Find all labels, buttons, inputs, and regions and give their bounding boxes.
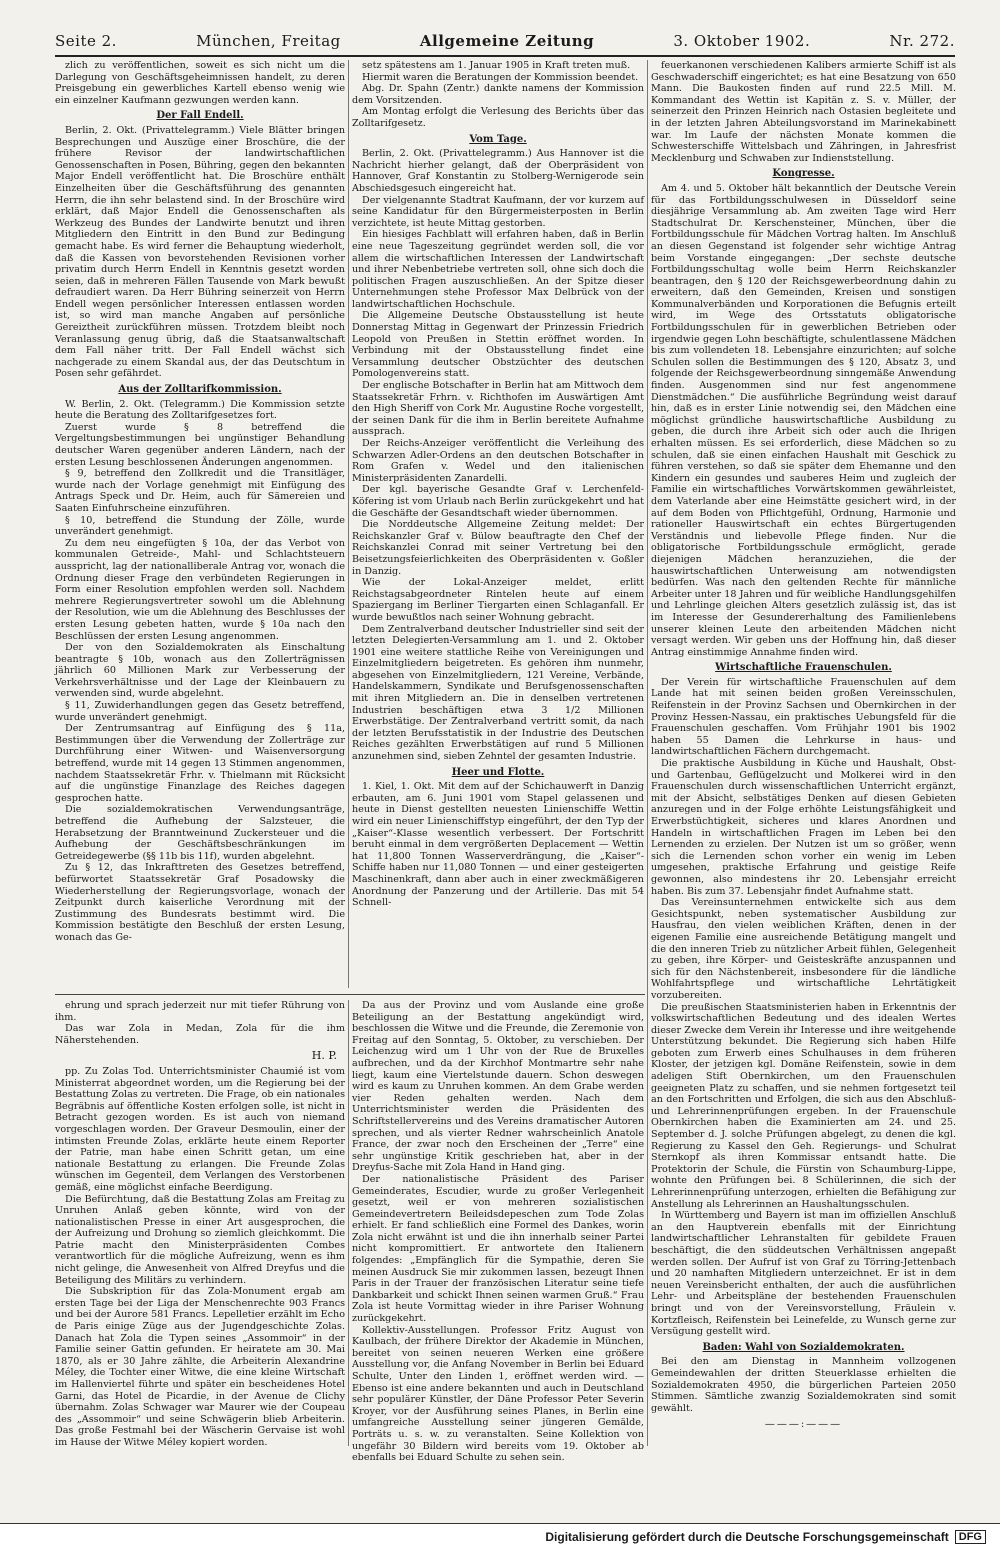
column-2 — [352, 60, 644, 988]
paragraph: Der Zentrumsantrag auf Einfügung des § 11a, Bestimmungen über die Verwendung der Zollerträge zur Durchführung einer Witwen- und Waisenversorgung betreffend, wurde mit 14 gegen 13 Stimmen angenommen, nachdem Staatssekretär Frhr. v. Thielmann mit Rücksicht auf die ungünstige Finanzlage des Reiches dagegen gesprochen hatte. — [55, 723, 345, 804]
paragraph: zlich zu veröffentlichen, soweit es sich nicht um die Darlegung von Geschäftsgeheimnissen handelt, zu deren Preisgebung ein gewerbliches Kartell ebenso wenig wie ein einzelner Kaufmann gezwungen werden kann. — [55, 60, 345, 106]
signature: H. P. — [311, 1049, 337, 1063]
paragraph: Die praktische Ausbildung in Küche und Haushalt, Obst- und Gartenbau, Geflügelzucht und Molkerei wird in den Frauenschulen durch wissenschaftlichen Unterricht ergänzt, mit der Absicht, selbstätiges Denken auf diesen Gebieten anzuregen und in der Folge erhöhte Leistungsfähigkeit und Erwerbstüchtigkeit, sicheres und klares Anordnen und Handeln in wirtschaftlichen Fragen im Leben bei den Lernenden zu erzielen. Der Nutzen ist um so größer, wenn sich die Lernenden schon vorher ein wenig im Leben umgesehen, praktische Erfahrung und geistige Reife gewonnen, also mindestens ihr 20. Lebensjahr erreicht haben. Bis zum 37. Lebensjahr findet Aufnahme statt. — [651, 758, 956, 897]
paragraph: Der vielgenannte Stadtrat Kaufmann, der vor kurzem auf seine Kandidatur für den Bürgermeisterposten in Berlin verzichtete, ist heute Mittag gestorben. — [352, 194, 644, 229]
paragraph: Die Befürchtung, daß die Bestattung Zolas am Freitag zu Unruhen Anlaß geben könnte, wird von der nationalistischen Presse in einer Art ausgesprochen, die der Aufreizung und Drohung so ziemlich gleichkommt. Die Patrie macht den Ministerpräsidenten Combes verantwortlich für die mögliche Aufreizung, wenn es ihm nicht gelinge, die Anwesenheit von Alfred Dreyfus und die Beteiligung des Militärs zu verhindern. — [55, 1193, 345, 1286]
page-number: Seite 2. — [55, 32, 117, 50]
paragraph: Die Subskription für das Zola-Monument ergab am ersten Tage bei der Liga der Menschenrechte 903 Francs und bei der Aurore 581 Francs. Lepelletier erzählt im Echo de Paris einige Züge aus der Jugendgeschichte Zolas. Danach hat Zola die Typen seines „Assommoir“ in der Familie seiner Gattin gefunden. Er heiratete am 30. Mai 1870, als er 30 Jahre zählte, die Arbeiterin Alexandrine Méley, die Tochter einer Witwe, die eine kleine Wirtschaft im Hallenviertel führte und später ein bescheidenes Hotel Garni, das Hotel de Picardie, in der Avenue de Clichy übernahm. Zolas Schwager war Maurer wie der Coupeau des „Assommoir“ und seine Schwägerin blieb Arbeiterin. Das große Festmahl bei der Wäscherin Gervaise ist wohl im Hause der Witwe Méley kopiert worden. — [55, 1286, 345, 1448]
issue-number: Nr. 272. — [889, 32, 955, 50]
paragraph: Die preußischen Staatsministerien haben in Erkenntnis der volkswirtschaftlichen Bedeutung und des idealen Wertes dieser Zwecke dem Verein ihr Interesse und ihre weitgehende Unterstützung bekundet. Die Regierung sich haben Hilfe geboten zum Erwerb eines Schulhauses in dem früheren Kloster, der jetzigen kgl. Domäne Reifenstein, sowie in dem adeligen Stift Obernkirchen, um den Frauenschulen geeigneten Platz zu schaffen, und sie nehmen fortgesetzt teil an den Fortschritten und Erfolgen, die sich aus den Abschluß- und Lehrerinnenprüfungen ergeben. In der Frauenschule Obernkirchen haben die Examinierten am 24. und 25. September d. J. solche Prüfungen abgelegt, zu denen die kgl. Regierung zu Kassel den Geh. Regierungs- und Schulrat Sternkopf als ihren Kommissar entsandt hatte. Die Protektorin der Schule, die Fürstin von Schaumburg-Lippe, wohnte den Prüfungen bei. 8 Schülerinnen, die sich der Lehrerinnenprüfung unterzogen, erhielten die Befähigung zur Anstellung als Lehrerinnen an Haushaltungsschulen. — [651, 1001, 956, 1210]
paragraph: setz spätestens am 1. Januar 1905 in Kraft treten muß. — [362, 60, 631, 71]
section-heading: Kongresse. — [772, 168, 835, 180]
closing-ornament: ———:——— — [764, 1419, 843, 1431]
feuilleton-rule — [55, 994, 645, 995]
funding-credit: Digitalisierung gefördert durch die Deutsche Forschungsgemeinschaft — [545, 1530, 949, 1544]
paragraph: Die Norddeutsche Allgemeine Zeitung meldet: Der Reichskanzler Graf v. Bülow beauftragte den Chef der Reichskanzlei Conrad mit seiner Vertretung bei den Beisetzungsfeierlichkeiten des Oberpräsidenten v. Goßler in Danzig. — [352, 519, 644, 577]
paragraph: Am 4. und 5. Oktober hält bekanntlich der Deutsche Verein für das Fortbildungsschulwesen in Düsseldorf seine diesjährige Versammlung ab. Am zweiten Tage wird Herr Stadtschulrat Dr. Kerschensteiner, München, über die Fortbildungsschule für Mädchen Vortrag halten. Im Anschluß an diesen Gegenstand ist folgender sehr wichtige Antrag beim Vorstande eingegangen: „Der sechste deutsche Fortbildungsschultag wolle beim Herrn Reichskanzler beantragen, den § 120 der Reichsgewerbeordnung dahin zu erweitern, daß den Gemeinden, Kreisen und sonstigen Kommunalverbänden und Korporationen die Befugnis erteilt wird, im Wege des Ortsstatuts obligatorische Fortbildungsschulen für in gewerblichen Betrieben oder irgendwie gegen Lohn beschäftigte, schulentlassene Mädchen bis zum vollendeten 18. Lebensjahre einzurichten; auf solche Schulen sollen die Bestimmungen des § 120, Absatz 3, und folgende der Reichsgewerbeordnung sinngemäße Anwendung finden. Ausgenommen sind nur fest angenommene Dienstmädchen.“ Die ausführliche Begründung weist darauf hin, daß es in erster Linie notwendig sei, den Mädchen eine möglichst gründliche hauswirtschaftliche Ausbildung zu geben, die durch ihre Arbeit sich oder auch die Ihrigen erhalten müssen. Es sei erforderlich, diese Mädchen so zu schulen, daß sie einen einfachen Haushalt mit Geschick zu führen verstehen, so daß sie später dem Ehemanne und den Kindern ein gesundes und sauberes Heim und zugleich der Familie ein wirtschaftliches Vorwärtskommen gewährleistet, dem Vaterlande aber eine Heimstätte gesichert wird, in der auf dem Boden von Pflichtgefühl, Ordnung, Harmonie und rationeller Hauswirtschaft ein echtes Bürgertugenden Verständnis und liebevolle Pflege finden. Nur die obligatorische Fortbildungsschule ermöglicht, gerade diejenigen Mädchen heranzuziehen, die der hauswirtschaftlichen Unterweisung am notwendigsten bedürfen. Was nach den geltenden Rechte für männliche Arbeiter unter 18 Jahren und für weibliche Handlungsgehilfen und Lehrlinge gleichen Alters gesetzlich zulässig ist, das ist im Interesse der Gesundererhaltung des Familienlebens unserer kleinen Leute den arbeitenden Mädchen nicht versagt werden. Wir geben uns der Hoffnung hin, daß dieser Antrag einstimmige Annahme finden wird. — [651, 182, 956, 658]
paragraph: In Württemberg und Bayern ist man im offiziellen Anschluß an den Hauptverein ebenfalls mit der Einrichtung landwirtschaftlicher Lehranstalten für gebildete Frauen beschäftigt, die den süddeutschen Verhältnissen angepaßt werden sollen. Der Aufruf ist von Graf zu Törring-Jettenbach und 20 namhaften Mitgliedern unterzeichnet. Er ist in dem neuen Vereinsbericht enthalten, der auch die ausführlichen Lehr- und Arbeitspläne der bestehenden Frauenschulen bringt und von der Vereinsvorstellung, Fräulein v. Kortzfleisch, Reifenstein bei Leinefelde, zu Wunsch gerne zur Versügung gestellt wird. — [651, 1210, 956, 1338]
paragraph: Der Reichs-Anzeiger veröffentlicht die Verleihung des Schwarzen Adler-Ordens an den deutschen Botschafter in Rom Grafen v. Wedel und den italienischen Ministerpräsidenten Zanardelli. — [352, 438, 644, 484]
paragraph: Berlin, 2. Okt. (Privattelegramm.) Viele Blätter bringen Besprechungen und Auszüge einer Broschüre, die der frühere Revisor der landwirtschaftlichen Genossenschaften in Posen, Bühring, gegen den bekannten Major Endell veröffentlicht hat. Die Broschüre enthält Einzelheiten über die Geschäftsführung des genannten Herrn, die ihn sehr belastend sind. In der Broschüre wird erklärt, daß Major Endell die Genossenschaften als Werkzeug des Bundes der Landwirte benutzt und ihren Mitgliedern den Eintritt in den Bund zur Bedingung gemacht habe. Es wird ferner die Behauptung wiederholt, daß die Kassen von bevorstehenden Revisionen vorher privatim durch Herrn Endell in Kenntnis gesetzt worden seien, daß in mehreren Fällen Tausende von Mark bewußt defraudiert waren. Da Herr Bühring seinerzeit von Herrn Endell wegen persönlicher Interessen entlassen worden ist, so wird man manche Angaben auf persönliche Gereiztheit zurückführen müssen. Trotzdem bleibt noch Veranlassung genug übrig, daß die Staatsanwaltschaft dem Fall näher tritt. Der Fall Endell wächst sich nachgerade zu einem Skandal aus, der das Deutschtum in Posen sehr gefährdet. — [55, 124, 345, 380]
paragraph: Ein hiesiges Fachblatt will erfahren haben, daß in Berlin eine neue Tageszeitung gegründet werden soll, die vor allem die wirtschaftlichen Interessen der Landwirtschaft und ihrer Nebenbetriebe vertreten soll, ohne sich doch die politischen Fragen auszuschließen. An der Spitze dieser Unternehmungen stehe Professor Max Delbrück von der landwirtschaftlichen Hochschule. — [352, 229, 644, 310]
paragraph: § 11, Zuwiderhandlungen gegen das Gesetz betreffend, wurde unverändert genehmigt. — [55, 700, 345, 723]
paragraph: § 9, betreffend den Zollkredit und die Transitläger, wurde nach der Vorlage genehmigt mit Einfügung des Antrags Speck und Dr. Heim, auch für Sämereien und Saaten Einfuhrscheine einzuführen. — [55, 468, 345, 514]
column-1 — [55, 60, 345, 988]
section-heading: Wirtschaftliche Frauenschulen. — [715, 662, 892, 674]
paragraph: Der Verein für wirtschaftliche Frauenschulen auf dem Lande hat mit seinen beiden großen Vereinsschulen, Reifenstein in der Provinz Sachsen und Obernkirchen in der Provinz Hessen-Nassau, ein praktisches Uebungsfeld für die Frauenschulen geschaffen. Vom Frühjahr 1901 bis 1902 haben 55 Damen die Lehrkurse in haus- und landwirtschaftlichen Fächern durchgemacht. — [651, 676, 956, 758]
paragraph: Berlin, 2. Okt. (Privattelegramm.) Aus Hannover ist die Nachricht hierher gelangt, daß der Oberpräsident von Hannover, Graf Konstantin zu Stolberg-Wernigerode sein Abschiedsgesuch eingereicht hat. — [352, 148, 644, 194]
paragraph: 1. Kiel, 1. Okt. Mit dem auf der Schichauwerft in Danzig erbauten, am 6. Juni 1901 vom Stapel gelassenen und heute in Dienst gestellten neuesten Linienschiffe Wettin wird ein neuer Linienschiffstyp eingeführt, der den Typ der „Kaiser“-Klasse wesentlich verbessert. Der Fortschritt beruht einmal in dem vergrößerten Deplacement — Wettin hat 11,800 Tonnen Wasserverdrängung, die „Kaiser“-Schiffe haben nur 11,080 Tonnen — und einer gesteigerten Maschinenkraft, dann aber auch in einer zweckmäßigeren Anordnung der Panzerung und der Artillerie. Das mit 54 Schnell- — [352, 781, 644, 909]
column-5 — [352, 1000, 644, 1464]
paragraph: Der englische Botschafter in Berlin hat am Mittwoch dem Staatssekretär Frhrn. v. Richthofen im Auswärtigen Amt den High Sheriff von Cork Mr. Augustine Roche vorgestellt, der seinen Dank für die ihm in Berlin bereitete Aufnahme aussprach. — [352, 380, 644, 438]
digitization-footer — [0, 1523, 1000, 1550]
paragraph: Kollektiv-Ausstellungen. Professor Fritz August von Kaulbach, der frühere Direktor der Akademie in München, bereitet von seinen neueren Werken eine größere Ausstellung vor, die Anfang November in Berlin bei Eduard Schulte, Unter den Linden 1, eröffnet werden wird. — Ebenso ist eine andere bekannten und auch in Deutschland sehr populärer Künstler, der Däne Professor Peter Severin Kroyer, vor der Ausführung seines Planes, in Berlin eine umfangreiche Ausstellung seiner jüngeren Gemälde, Porträts u. s. w. zu veranstalten. Seine Kollektion von ungefähr 30 Bildern wird bereits vom 19. Oktober ab ebenfalls bei Eduard Schulte zu sehen sein. — [352, 1324, 644, 1464]
dfg-logo: DFG — [955, 1530, 986, 1544]
column-divider — [647, 60, 648, 1446]
column-divider — [348, 60, 349, 988]
paragraph: W. Berlin, 2. Okt. (Telegramm.) Die Kommission setzte heute die Beratung des Zolltarifgesetzes fort. — [55, 398, 345, 422]
paragraph: § 10, betreffend die Stundung der Zölle, wurde unverändert genehmigt. — [55, 514, 345, 538]
paragraph: Die sozialdemokratischen Verwendungsanträge, betreffend die Aufhebung der Salzsteuer, die Herabsetzung der Branntweinund Zuckersteuer und die Aufhebung der Geschäftsbeschränkungen im Getreidegewerbe (§§ 11b bis 11f), wurden abgelehnt. — [55, 804, 345, 862]
paragraph: Der kgl. bayerische Gesandte Graf v. Lerchenfeld-Köfering ist vom Urlaub nach Berlin zurückgekehrt und hat die Geschäfte der Gesandtschaft wieder übernommen. — [352, 484, 644, 519]
paragraph: Der nationalistische Präsident des Pariser Gemeinderates, Escudier, wurde zu großer Verlegenheit gesetzt, weil er von mehreren sozialistischen Gemeindevertretern Beileidsdepeschen zum Tode Zolas erhielt. Er fand schließlich eine Formel des Dankes, worin Zola nicht erwähnt ist und die ihn innerhalb seiner Partei nicht kompromittiert. Er antwortete den Italienern folgendes: „Empfänglich für die Sympathie, deren Sie meinen Ausdruck Sie mir zukommen lassen, bezeugt Ihnen Paris in der Trauer der französischen Literatur seine tiefe Dankbarkeit und schickt Ihnen seinen warmen Gruß.“ Frau Zola ist heute Vormittag wieder in ihre Pariser Wohnung zurückgekehrt. — [352, 1173, 644, 1325]
paragraph: Bei den am Dienstag in Mannheim vollzogenen Gemeindewahlen der dritten Steuerklasse erhielten die Sozialdemokraten 4950, die bürgerlichen Parteien 2050 Stimmen. Sämtliche zwanzig Sozialdemokraten sind somit gewählt. — [651, 1356, 956, 1414]
issue-date: 3. Oktober 1902. — [673, 32, 811, 50]
column-divider — [348, 1000, 349, 1446]
section-heading: Aus der Zolltarifkommission. — [118, 384, 282, 396]
place-day: München, Freitag — [196, 32, 341, 50]
paragraph: Die Allgemeine Deutsche Obstausstellung ist heute Donnerstag Mittag in Gegenwart der Prinzessin Friedrich Leopold von Preußen in Stettin eröffnet worden. In Verbindung mit der Obstausstellung findet eine Versammlung deutscher Obstzüchter des deutschen Pomologenvereins statt. — [352, 310, 644, 380]
paragraph: Am Montag erfolgt die Verlesung des Berichts über das Zolltarifgesetz. — [352, 106, 644, 129]
column-4 — [55, 1000, 345, 1446]
paragraph: Zuerst wurde § 8 betreffend die Vergeltungsbestimmungen bei ungünstiger Behandlung deutscher Waren gegenüber anderen Ländern, nach der ersten Lesung beschlossenen Änderungen angenommen. — [55, 421, 345, 468]
running-header — [55, 28, 955, 54]
paragraph: feuerkanonen verschiedenen Kalibers armierte Schiff ist als Geschwaderschiff eingerichtet; es hat eine Besatzung von 650 Mann. Die Baukosten finden auf rund 22.5 Mill. M. Kommandant des Wettin ist Kapitän z. S. v. Müller, der seinerzeit den Prinzen Heinrich nach Ostasien begleitete und in der letzten Jahren Abteilungsvorstand im Marinekabinett war. Im Laufe der nächsten Monate kommen die Schwesterschiffe Wittelsbach und Zähringen, in Jahresfrist Mecklenburg und Schwaben zur Indienststellung. — [651, 60, 956, 164]
paragraph: Der von den Sozialdemokraten als Einschaltung beantragte § 10b, wonach aus den Zollerträgnissen jährlich 60 Millionen Mark zur Verbesserung der Verkehrsverhältnisse und der Lage der Kleinbauern zu verwenden sind, wurde abgelehnt. — [55, 642, 345, 700]
paragraph: Zu § 12, das Inkrafttreten des Gesetzes betreffend, befürwortet Staatssekretär Graf Posadowsky die Wiederherstellung der Regierungsvorlage, wonach der Zeitpunkt durch kaiserliche Verordnung mit der Zustimmung des Bundesrats bestimmt wird. Die Kommission bestätigte den Beschluß der ersten Lesung, wonach das Ge- — [55, 862, 345, 943]
section-heading: Vom Tage. — [469, 133, 527, 145]
paragraph: Abg. Dr. Spahn (Zentr.) dankte namens der Kommission dem Vorsitzenden. — [352, 83, 644, 106]
section-heading: Der Fall Endell. — [156, 110, 244, 122]
column-3 — [651, 60, 956, 1446]
section-heading: Baden: Wahl von Sozialdemokraten. — [702, 1341, 905, 1353]
paragraph: Wie der Lokal-Anzeiger meldet, erlitt Reichstagsabgeordneter Rintelen heute auf einem Spaziergang im Berliner Tiergarten einen Schlaganfall. Er wurde bewußtlos nach seiner Wohnung gebracht. — [352, 577, 644, 623]
paragraph: ehrung und sprach jederzeit nur mit tiefer Rührung von ihm. — [55, 1000, 345, 1023]
paragraph: Zu dem neu eingefügten § 10a, der das Verbot von kommunalen Getreide-, Mahl- und Schlachtsteuern ausspricht, lag der nationalliberale Antrag vor, wonach die Ordnung dieser Frage den verbündeten Regierungen in Form einer Resolution empfohlen werden soll. Nachdem mehrere Regierungsvertreter sowohl um die Ablehnung der Resolution, wie um die Ablehnung des Beschlusses der ersten Lesung gebeten hatten, wurde § 10a nach den Beschlüssen der ersten Lesung angenommen. — [55, 537, 345, 642]
paragraph: Dem Zentralverband deutscher Industrieller sind seit der letzten Delegierten-Versammlung am 1. und 2. Oktober 1901 eine weitere stattliche Reihe von Vereinigungen und Einzelmitgliedern beigetreten. Es gehören ihm nunmehr, abgesehen von Einzelmitgliedern, 121 Vereine, Verbände, Handelskammern, Syndikate und Berufsgenossenschaften mit ihren Mitgliedern an. Die in denselben vertretenen Industrien beschäftigen etwa 3 1/2 Millionen Erwerbstätige. Der Zentralverband vertritt somit, da nach der letzten Berufsstatistik in der Industrie des Deutschen Reiches gezählten Erwerbstätigen auf rund 5 Millionen anzunehmen sind, sieben Zehntel der gesamten Industrie. — [352, 623, 644, 763]
paragraph: Da aus der Provinz und vom Auslande eine große Beteiligung an der Bestattung angekündigt wird, beschlossen die Witwe und die Freunde, die Zeremonie von Freitag auf den Sonntag, 5. Oktober, zu verschieben. Der Leichenzug wird um 1 Uhr von der Rue de Bruxelles aufbrechen, und da der Kirchhof Montmartre sehr nahe liegt, kaum eine Viertelstunde dauern. Schon deswegen wird es kaum zu Unruhen kommen. An dem Grabe werden vier Reden gehalten werden. Nach dem Unterrichtsminister werden die Präsidenten des Schriftstellervereins und des Vereins dramatischer Autoren sprechen, und als vierter Redner wahrscheinlich Anatole France, der zwar noch den Erscheinen der „Terre“ eine sehr ungünstige Kritik geschrieben hat, aber in der Dreyfus-Sache mit Zola Hand in Hand ging. — [352, 1000, 644, 1174]
paragraph: pp. Zu Zolas Tod. Unterrichtsminister Chaumié ist vom Ministerrat abgeordnet worden, um die Regierung bei der Bestattung Zolas zu vertreten. Die Frage, ob ein nationales Begräbnis auf öffentliche Kosten erfolgen solle, ist nicht in Betracht gezogen worden. Es ist auch von niemand vorgeschlagen worden. Der Graveur Desmoulin, einer der intimsten Freunde Zolas, erklärte heute einem Reporter der Patrie, man habe einen Schritt getan, um eine nationale Bestattung zu erlangen. Die Freunde Zolas wünschen im Gegenteil, dem Verlangen des Verstorbenen gemäß, eine möglichst einfache Beerdigung. — [55, 1065, 345, 1193]
section-heading: Heer und Flotte. — [451, 766, 545, 778]
paragraph: Das war Zola in Medan, Zola für die ihm Näherstehenden. — [55, 1023, 345, 1046]
paragraph: Hiermit waren die Beratungen der Kommission beendet. — [362, 71, 639, 83]
header-rule — [55, 55, 955, 57]
paragraph: Das Vereinsunternehmen entwickelte sich aus dem Gesichtspunkt, neben systematischer Ausbildung zur Hausfrau, den vielen weiblichen Kräften, denen in der eigenen Familie eine ausreichende Betätigung mangelt und die den inneren Trieb zu nützlicher Arbeit fühlen, Gelegenheit zu geben, ihre Körper- und Geisteskräfte anzuspannen und sich für den Nächstenbereit, insbesondere für die ländliche Wohlfahrtspflege und wirtschaftliche Lehrtätigkeit vorzubereiten. — [651, 897, 956, 1001]
paper-title: Allgemeine Zeitung — [419, 32, 595, 50]
